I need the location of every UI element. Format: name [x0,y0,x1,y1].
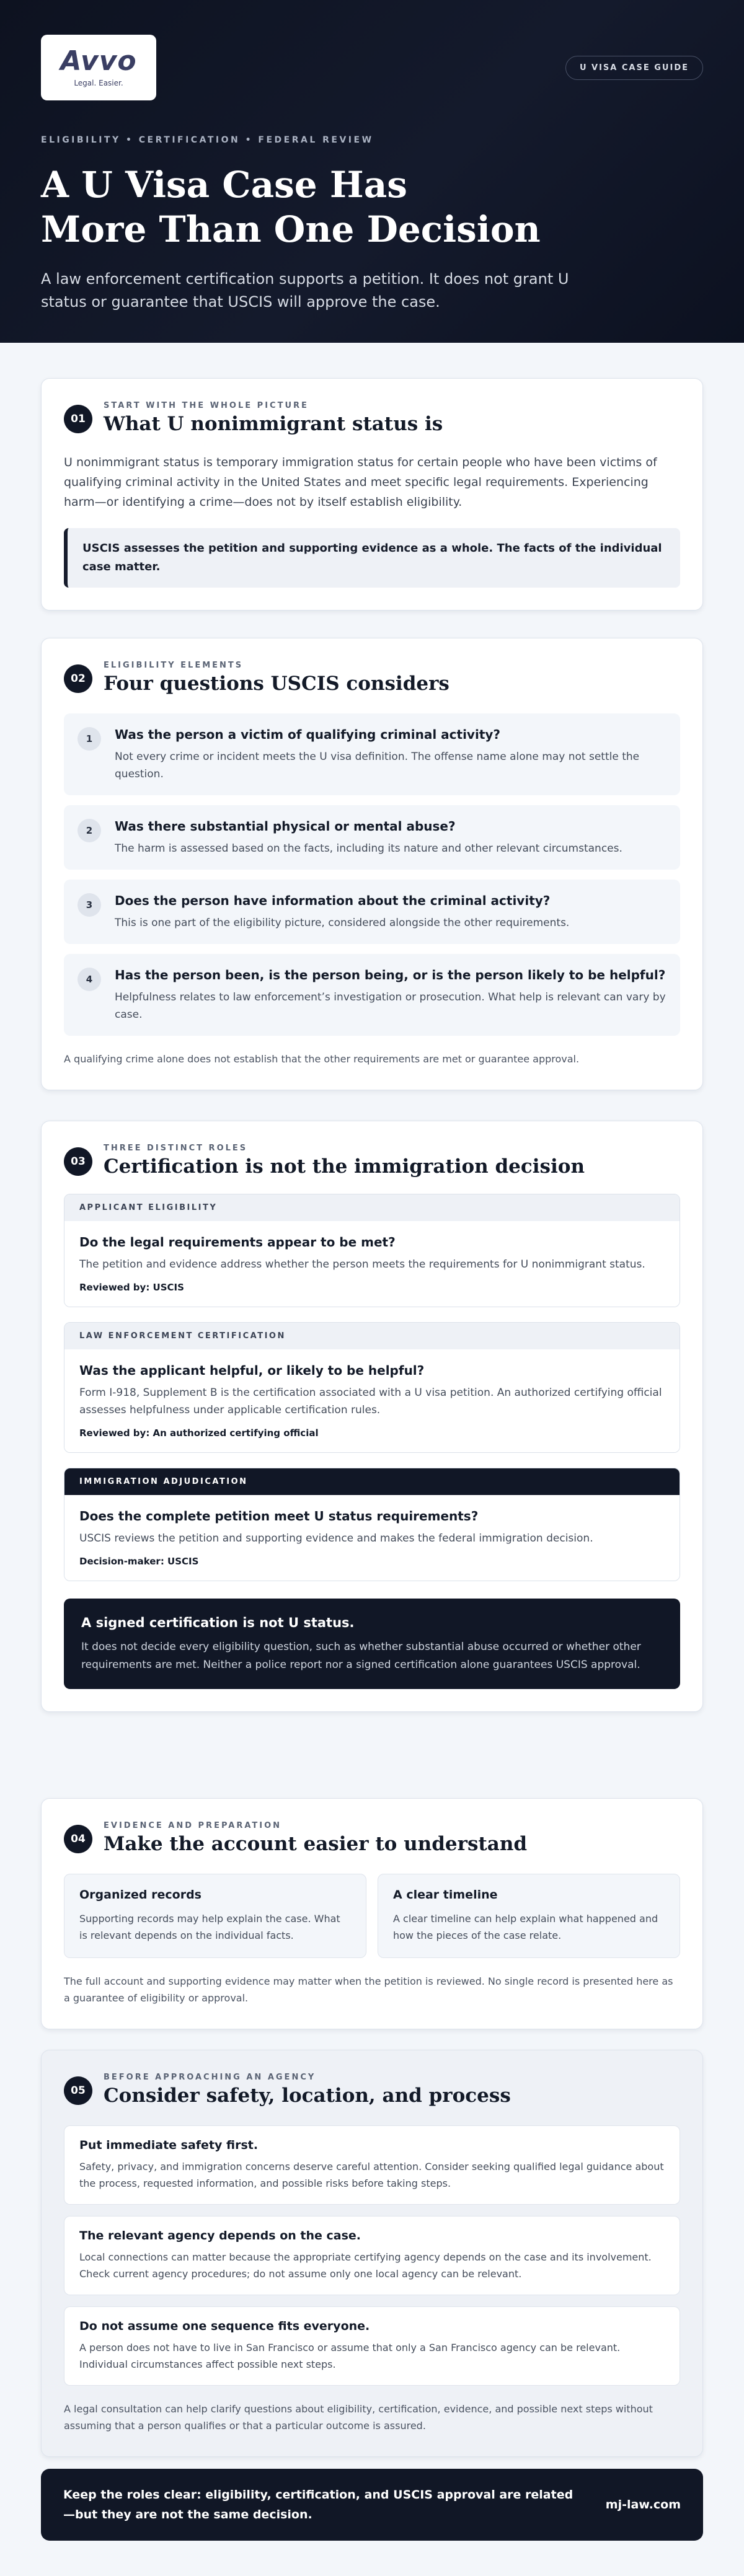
tile-clear-timeline [378,1874,680,1958]
role-card-adjudication [64,1468,680,1581]
section-number: 04 [64,1825,92,1853]
role-description: The petition and evidence address whether the person meets the requirements for U nonimmigrant status. [79,1258,645,1271]
section-number: 03 [64,1147,92,1176]
section-status [41,378,703,611]
section-body: U nonimmigrant status is temporary immigration status for certain people who have been victims of qualifying criminal activity in the United States and meet specific legal requirements. Experiencing harm—or identifying a crime—does not by itself establish eligibility. [64,456,657,509]
question-number: 2 [78,819,101,842]
section-header [64,401,680,436]
section-heading [104,1821,527,1856]
item-title: The relevant agency depends on the case. [79,2229,361,2243]
section-number: 02 [64,664,92,693]
question-description: The harm is assessed based on the facts, including its nature and other relevant circumstances. [115,842,622,855]
role-card-certification [64,1322,680,1453]
section-evidence [41,1798,703,2029]
section-eyebrow: THREE DISTINCT ROLES [104,1144,248,1153]
role-description: USCIS reviews the petition and supporting evidence and makes the federal immigration decision. [79,1532,593,1545]
question-description: Not every crime or incident meets the U visa definition. The offense name alone may not settle the question. [115,751,640,780]
role-description: Form I-918, Supplement B is the certification associated with a U visa petition. An authorized certifying official assesses helpfulness under applicable certification rules. [79,1387,662,1416]
guide-badge: U VISA CASE GUIDE [565,56,703,80]
warning-title: A signed certification is not U status. [81,1615,355,1630]
page-title [41,162,599,252]
role-reviewer: Decision-maker: USCIS [79,1556,199,1567]
role-body [64,1221,680,1307]
section-note: A qualifying crime alone does not establish that the other requirements are met or guarantee approval. [64,1053,580,1065]
role-question: Was the applicant helpful, or likely to be helpful? [79,1363,425,1378]
item-description: A person does not have to live in San Francisco or assume that only a San Francisco agency can be relevant. Individual circumstances affect possible next steps. [79,2342,621,2370]
footer-bar [41,2469,703,2541]
item-description: Local connections can matter because the appropriate certifying agency depends on the case and its involvement. Check current agency procedures; do not assume only one local agency can be relevant. [79,2251,652,2280]
footer-message: Keep the roles clear: eligibility, certification, and USCIS approval are related—but they are not the same decision. [63,2488,574,2521]
warning-description: It does not decide every eligibility question, such as whether substantial abuse occurred or whether other requirements are met. Neither a police report nor a signed certification alone guarantees USCIS approval. [81,1641,641,1671]
callout-box: USCIS assesses the petition and supporting evidence as a whole. The facts of the individual case matter. [64,528,680,588]
section-eyebrow: BEFORE APPROACHING AN AGENCY [104,2073,316,2082]
role-header: LAW ENFORCEMENT CERTIFICATION [64,1323,680,1349]
question-title: Has the person been, is the person being, or is the person likely to be helpful? [115,968,666,982]
question-body [115,818,622,857]
section-header [64,1144,680,1179]
tile-title: Organized records [79,1888,202,1902]
role-body [64,1495,680,1581]
question-body [115,726,666,783]
hero-eyebrow: ELIGIBILITY • CERTIFICATION • FEDERAL REVIEW [41,135,374,145]
list-item [64,805,680,870]
section-heading [104,661,450,696]
question-description: Helpfulness relates to law enforcement’s investigation or prosecution. What help is relevant can vary by case. [115,991,666,1021]
section-note: The full account and supporting evidence may matter when the petition is reviewed. No single record is presented here as a guarantee of eligibility or approval. [64,1975,673,2004]
tile-description: Supporting records may help explain the case. What is relevant depends on the individual facts. [79,1913,340,1941]
question-title: Does the person have information about the criminal activity? [115,893,551,908]
question-title: Was there substantial physical or mental abuse? [115,819,456,834]
question-description: This is one part of the eligibility picture, considered alongside the other requirements. [115,917,570,929]
section-header [64,661,680,696]
list-item [64,954,680,1036]
section-header [64,2073,680,2108]
role-question: Do the legal requirements appear to be met? [79,1235,396,1250]
role-reviewer: Reviewed by: USCIS [79,1282,184,1293]
section-eyebrow: START WITH THE WHOLE PICTURE [104,401,309,410]
item-description: Safety, privacy, and immigration concerns deserve careful attention. Consider seeking qualified legal guidance about the process, requested information, and possible risks before taking steps. [79,2161,664,2189]
role-reviewer: Reviewed by: An authorized certifying official [79,1427,319,1439]
section-safety [41,2050,703,2457]
hero-subtitle: A law enforcement certification supports a petition. It does not grant U status or guarantee that USCIS will approve the case. [41,270,569,311]
warning-box [64,1599,680,1689]
list-item [64,2125,680,2205]
title-line-2: More Than One Decision [41,208,541,250]
question-title: Was the person a victim of qualifying criminal activity? [115,727,501,742]
title-line-1: A U Visa Case Has [41,164,407,206]
question-body [115,892,569,932]
section-note: A legal consultation can help clarify questions about eligibility, certification, evidence, and possible next steps without assuming that a person qualifies or that a particular outcome is assured. [64,2403,653,2432]
role-header: APPLICANT ELIGIBILITY [64,1194,680,1221]
list-item [64,713,680,795]
list-item [64,880,680,944]
section-eyebrow: EVIDENCE AND PREPARATION [104,1821,282,1830]
list-item [64,2216,680,2295]
section-eyebrow: ELIGIBILITY ELEMENTS [104,661,244,670]
role-header: IMMIGRATION ADJUDICATION [64,1468,680,1495]
footer-site-link[interactable]: mj-law.com [605,2498,681,2512]
logo-wordmark: Avvo [60,45,137,77]
avvo-logo[interactable] [41,35,156,100]
role-body [64,1349,680,1452]
role-card-eligibility [64,1194,680,1307]
section-number: 05 [64,2076,92,2105]
section-title: Make the account easier to understand [104,1833,528,1855]
section-title: Four questions USCIS considers [104,673,450,695]
question-list [64,713,680,1036]
hero-header [0,0,744,343]
tile-title: A clear timeline [393,1888,498,1902]
section-heading [104,1144,585,1179]
question-number: 1 [78,727,101,751]
section-title: Consider safety, location, and process [104,2084,511,2107]
section-roles [41,1121,703,1712]
section-title: What U nonimmigrant status is [104,413,443,435]
question-number: 3 [78,893,101,917]
safety-list [64,2125,680,2386]
section-heading [104,401,443,436]
evidence-tiles [64,1874,680,1958]
question-number: 4 [78,968,101,991]
section-heading [104,2073,511,2108]
tile-organized-records [64,1874,366,1958]
logo-tagline: Legal. Easier. [74,79,123,87]
item-title: Do not assume one sequence fits everyone. [79,2319,370,2333]
list-item [64,2306,680,2386]
section-number: 01 [64,405,92,433]
role-question: Does the complete petition meet U status requirements? [79,1509,479,1524]
section-eligibility [41,638,703,1090]
section-header [64,1821,680,1856]
question-body [115,966,666,1023]
hero-top-row [41,35,703,100]
item-title: Put immediate safety first. [79,2138,259,2152]
section-title: Certification is not the immigration decision [104,1155,585,1178]
tile-description: A clear timeline can help explain what happened and how the pieces of the case relate. [393,1913,658,1941]
